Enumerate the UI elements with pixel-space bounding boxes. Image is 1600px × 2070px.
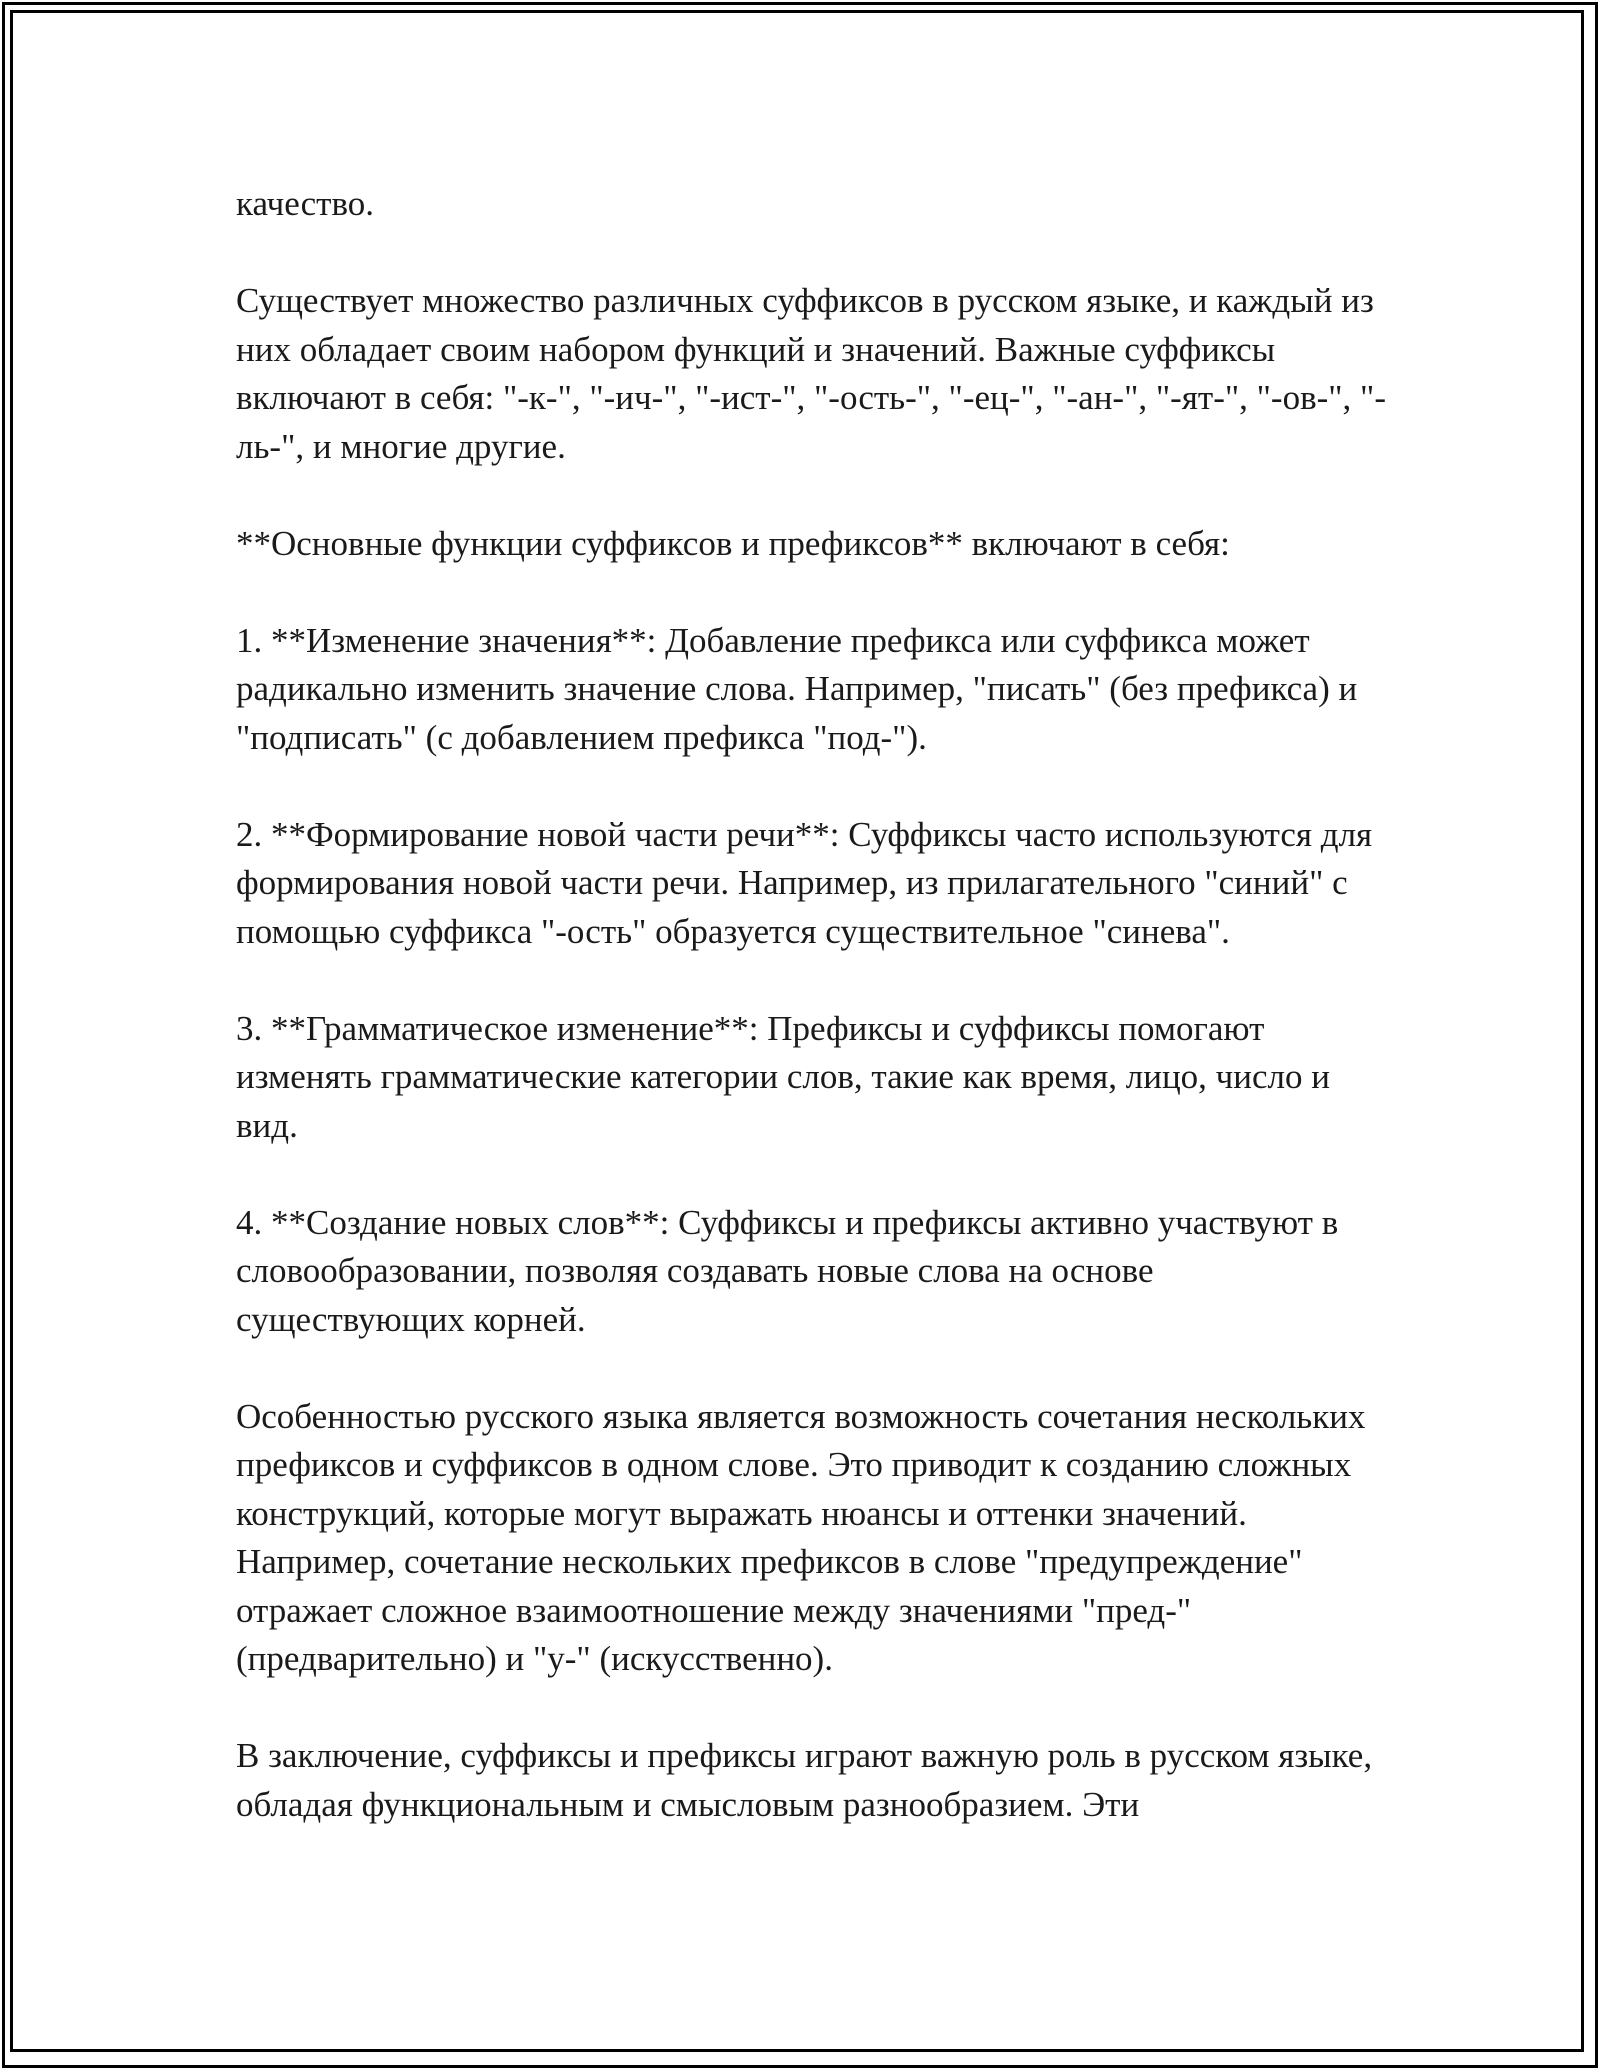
document-body bbox=[236, 180, 1386, 1878]
paragraph-combination: Особенностью русского языка является возможность сочетания нескольких префиксов и суффиксов в одном слове. Это приводит к созданию сложных конструкций, которые могут выражать нюансы и оттенки значений. Например, сочетание нескольких префиксов в слове "предупреждение" отражает сложное взаимоотношение между значениями "пред-" (предварительно) и "у-" (искусственно). bbox=[236, 1396, 1366, 1678]
list-item-grammar-change: 3. **Грамматическое изменение**: Префиксы и суффиксы помогают изменять грамматические категории слов, такие как время, лицо, число и вид. bbox=[236, 1008, 1330, 1145]
paragraph-conclusion: В заключение, суффиксы и префиксы играют важную роль в русском языке, обладая функциональным и смысловым разнообразием. Эти bbox=[236, 1736, 1373, 1824]
list-item-part-of-speech: 2. **Формирование новой части речи**: Суффиксы часто используются для формирования новой части речи. Например, из прилагательного "синий" с помощью суффикса "-ость" образуется существительное "синева". bbox=[236, 814, 1373, 951]
list-item-meaning-change: 1. **Изменение значения**: Добавление префикса или суффикса может радикально изменить значение слова. Например, "писать" (без префикса) и "подписать" (с добавлением префикса "под-"). bbox=[236, 620, 1358, 757]
paragraph-functions-intro: **Основные функции суффиксов и префиксов** включают в себя: bbox=[236, 523, 1230, 563]
paragraph-continuation: качество. bbox=[236, 184, 374, 223]
paragraph-suffix-list: Существует множество различных суффиксов в русском языке, и каждый из них обладает своим набором функций и значений. Важные суффиксы включают в себя: "-к-", "-ич-", "-ист-", "-ость-", "-ец-", "-ан-", "-ят-", "-ов-", "-ль-", и многие другие. bbox=[236, 281, 1386, 466]
list-item-new-words: 4. **Создание новых слов**: Суффиксы и префиксы активно участвуют в словообразовании, позволяя создавать новые слова на основе существующих корней. bbox=[236, 1202, 1339, 1339]
